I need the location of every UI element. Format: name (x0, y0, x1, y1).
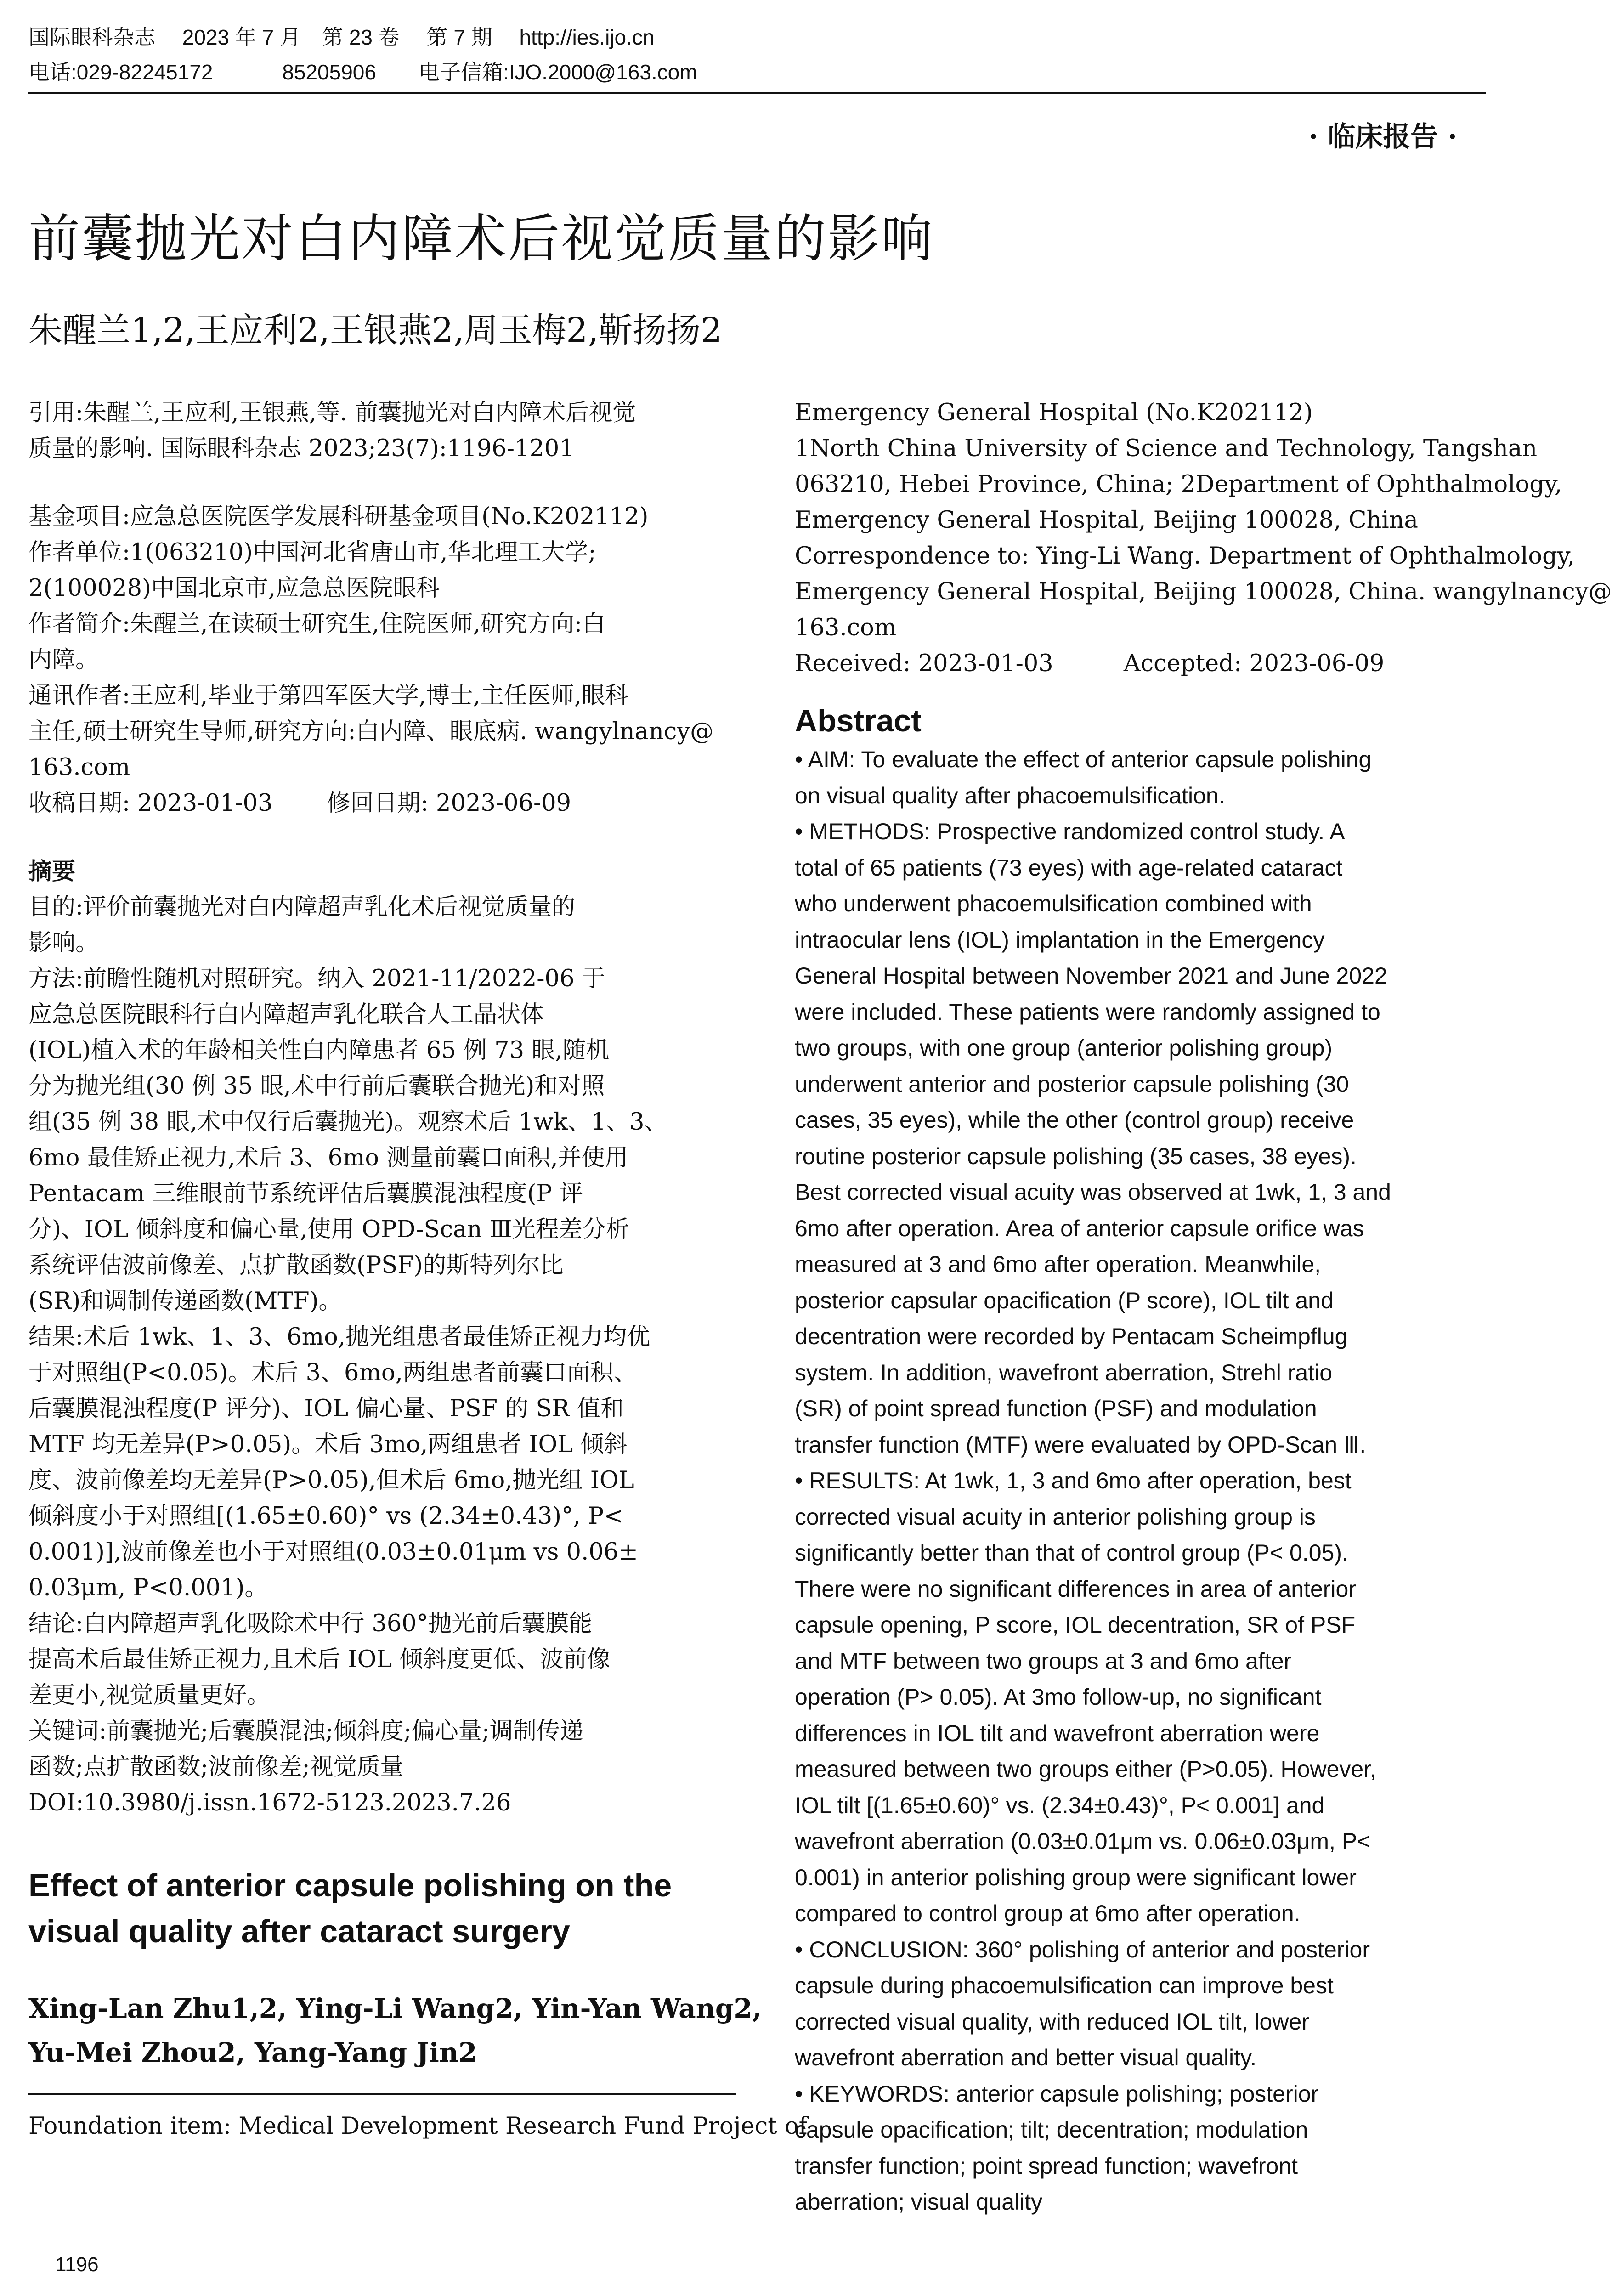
abstract-cn-line: 分为抛光组(30 例 35 眼,术中行前后囊联合抛光)和对照 (28, 1073, 605, 1100)
abstract-en-line: Best corrected visual acuity was observed at 1wk, 1, 3 and (795, 1179, 1391, 1205)
meta-line: 通讯作者:王应利,毕业于第四军医大学,博士,主任医师,眼科 (28, 682, 629, 709)
english-title-line: Effect of anterior capsule polishing on the (28, 1867, 672, 1903)
article-title: 前囊抛光对白内障术后视觉质量的影响 (28, 209, 934, 269)
affiliation-line: Emergency General Hospital (No.K202112) (795, 399, 1313, 426)
abstract-cn-line: 关键词:前囊抛光;后囊膜混浊;倾斜度;偏心量;调制传递 (28, 1718, 583, 1745)
abstract-cn-line: 倾斜度小于对照组[(1.65±0.60)° vs (2.34±0.43)°, P< (28, 1503, 624, 1530)
meta-line: 主任,硕士研究生导师,研究方向:白内障、眼底病. wangylnancy@ (28, 718, 714, 745)
abstract-en-line: significantly better than that of control group (P< 0.05). (795, 1540, 1348, 1566)
abstract-en-line: on visual quality after phacoemulsification. (795, 782, 1225, 809)
abstract-en-line: • METHODS: Prospective randomized control study. A (795, 819, 1345, 844)
page-number: 1196 (55, 2253, 99, 2276)
abstract-cn-line: 方法:前瞻性随机对照研究。纳入 2021-11/2022-06 于 (28, 965, 605, 992)
abstract-cn-line: 度、波前像差均无差异(P>0.05),但术后 6mo,抛光组 IOL (28, 1467, 634, 1494)
abstract-en-line: corrected visual acuity in anterior polishing group is (795, 1504, 1316, 1530)
abstract-en-line: corrected visual quality, with reduced IOL tilt, lower (795, 2008, 1309, 2035)
abstract-cn-line: 组(35 例 38 眼,术中仅行后囊抛光)。观察术后 1wk、1、3、 (28, 1108, 668, 1136)
meta-line: 内障。 (28, 646, 99, 673)
left-column (28, 395, 808, 2144)
abstract-en-line: capsule opening, P score, IOL decentration, SR of PSF (795, 1612, 1356, 1638)
abstract-cn-line: 系统评估波前像差、点扩散函数(PSF)的斯特列尔比 (28, 1252, 564, 1279)
abstract-en-line: cases, 35 eyes), while the other (control group) receive (795, 1107, 1354, 1133)
abstract-en-line: intraocular lens (IOL) implantation in the Emergency (795, 927, 1325, 953)
abstract-cn-line: 0.03μm, P<0.001)。 (28, 1574, 268, 1601)
english-authors-line: Xing-Lan Zhu1,2, Ying-Li Wang2, Yin-Yan Wang2, (28, 1993, 762, 2024)
abstract-heading: Abstract (795, 703, 922, 738)
abstract-en-line: • AIM: To evaluate the effect of anterior capsule polishing (795, 746, 1372, 772)
abstract-en-line: transfer function; point spread function; wavefront (795, 2153, 1298, 2179)
abstract-en-line: • KEYWORDS: anterior capsule polishing; posterior (795, 2081, 1319, 2107)
affiliation-line: 063210, Hebei Province, China; 2Department of Ophthalmology, (795, 471, 1562, 498)
abstract-cn-line: 0.001)],波前像差也小于对照组(0.03±0.01μm vs 0.06± (28, 1538, 638, 1566)
affiliation-line: 1North China University of Science and Technology, Tangshan (795, 435, 1538, 462)
abstract-en-line: measured at 3 and 6mo after operation. Meanwhile, (795, 1251, 1321, 1277)
abstract-cn (28, 854, 736, 1821)
foundation-item: Foundation item: Medical Development Research Fund Project of (28, 2113, 808, 2140)
correspondence-line: Correspondence to: Ying-Li Wang. Department of Ophthalmology, (795, 543, 1575, 570)
abstract-en (795, 741, 1486, 2220)
abstract-en-line: were included. These patients were randomly assigned to (795, 999, 1380, 1025)
abstract-en-line: decentration were recorded by Pentacam Scheimpflug (795, 1323, 1348, 1349)
english-authors-line: Yu-Mei Zhou2, Yang-Yang Jin2 (28, 2037, 477, 2068)
english-authors (28, 1986, 762, 2075)
meta-line: 2(100028)中国北京市,应急总医院眼科 (28, 575, 440, 602)
abstract-en-line: General Hospital between November 2021 and June 2022 (795, 963, 1387, 989)
abstract-cn-line: 目的:评价前囊抛光对白内障超声乳化术后视觉质量的 (28, 894, 576, 921)
journal-header-line2: 电话:029-82245172 85205906 电子信箱:IJO.2000@163.com (28, 60, 697, 84)
meta-line: 收稿日期: 2023-01-03 修回日期: 2023-06-09 (28, 790, 571, 817)
received-line: Received: 2023-01-03 Accepted: 2023-06-09 (795, 650, 1385, 677)
abstract-en-line: and MTF between two groups at 3 and 6mo after (795, 1648, 1292, 1674)
citation-line: 质量的影响. 国际眼科杂志 2023;23(7):1196-1201 (28, 435, 574, 462)
doi: DOI:10.3980/j.issn.1672-5123.2023.7.26 (28, 1789, 511, 1816)
affiliation-line: 163.com (795, 614, 897, 641)
abstract-en-line: two groups, with one group (anterior polishing group) (795, 1035, 1333, 1061)
abstract-cn-line: 6mo 最佳矫正视力,术后 3、6mo 测量前囊口面积,并使用 (28, 1144, 628, 1171)
abstract-cn-line: Pentacam 三维眼前节系统评估后囊膜混浊程度(P 评 (28, 1180, 583, 1207)
affiliation-line: Emergency General Hospital, Beijing 100028, China (795, 507, 1418, 534)
abstract-en-line: There were no significant differences in area of anterior (795, 1576, 1356, 1602)
abstract-en-line: 0.001) in anterior polishing group were significant lower (795, 1864, 1357, 1890)
meta-line: 基金项目:应急总医院医学发展科研基金项目(No.K202112) (28, 503, 649, 530)
abstract-en-line: • RESULTS: At 1wk, 1, 3 and 6mo after operation, best (795, 1468, 1352, 1493)
abstract-en-line: operation (P> 0.05). At 3mo follow-up, no significant (795, 1684, 1322, 1710)
citation-line: 引用:朱醒兰,王应利,王银燕,等. 前囊抛光对白内障术后视觉 (28, 399, 636, 426)
abstract-en-line: 6mo after operation. Area of anterior capsule orifice was (795, 1215, 1364, 1241)
abstract-cn-line: 结论:白内障超声乳化吸除术中行 360°抛光前后囊膜能 (28, 1610, 593, 1637)
meta-block (28, 499, 736, 821)
section-tag: · 临床报告 · (1308, 121, 1457, 153)
abstract-en-line: IOL tilt [(1.65±0.60)° vs. (2.34±0.43)°, P< 0.001] and (795, 1792, 1325, 1818)
abstract-cn-line: 影响。 (28, 929, 99, 956)
abstract-cn-line: 应急总医院眼科行白内障超声乳化联合人工晶状体 (28, 1001, 544, 1028)
abstract-en-line: • CONCLUSION: 360° polishing of anterior and posterior (795, 1936, 1370, 1962)
meta-line: 作者简介:朱醒兰,在读硕士研究生,住院医师,研究方向:白 (28, 611, 606, 638)
abstract-cn-line: 结果:术后 1wk、1、3、6mo,抛光组患者最佳矫正视力均优 (28, 1323, 650, 1351)
journal-header-line1: 国际眼科杂志 2023 年 7 月 第 23 卷 第 7 期 http://ies.ijo.cn (28, 25, 655, 49)
abstract-en-line: underwent anterior and posterior capsule polishing (30 (795, 1071, 1349, 1097)
abstract-cn-line: 提高术后最佳矫正视力,且术后 IOL 倾斜度更低、波前像 (28, 1646, 611, 1673)
abstract-cn-line: 分)、IOL 倾斜度和偏心量,使用 OPD-Scan Ⅲ光程差分析 (28, 1216, 629, 1243)
abstract-en-line: capsule during phacoemulsification can improve best (795, 1973, 1334, 1998)
english-title-line: visual quality after cataract surgery (28, 1913, 570, 1949)
abstract-cn-line: 后囊膜混浊程度(P 评分)、IOL 偏心量、PSF 的 SR 值和 (28, 1395, 624, 1422)
author-rule (28, 2093, 736, 2095)
abstract-en-line: routine posterior capsule polishing (35 cases, 38 eyes). (795, 1143, 1357, 1169)
abstract-en-line: capsule opacification; tilt; decentration; modulation (795, 2117, 1308, 2143)
abstract-en-line: wavefront aberration and better visual quality. (795, 2045, 1257, 2070)
english-title (28, 1862, 736, 1954)
abstract-cn-line: (SR)和调制传递函数(MTF)。 (28, 1288, 342, 1315)
affiliation-block (795, 395, 1612, 682)
header-rule (28, 92, 1486, 94)
abstract-cn-line: MTF 均无差异(P>0.05)。术后 3mo,两组患者 IOL 倾斜 (28, 1431, 628, 1458)
authors-cn: 朱醒兰1,2,王应利2,王银燕2,周玉梅2,靳扬扬2 (28, 311, 723, 350)
abstract-cn-line: (IOL)植入术的年龄相关性白内障患者 65 例 73 眼,随机 (28, 1037, 610, 1064)
abstract-en-line: measured between two groups either (P>0.05). However, (795, 1756, 1376, 1782)
abstract-en-line: aberration; visual quality (795, 2189, 1043, 2215)
abstract-en-line: (SR) of point spread function (PSF) and modulation (795, 1396, 1317, 1421)
abstract-cn-heading: 摘要 (28, 858, 76, 885)
abstract-cn-line: 函数;点扩散函数;波前像差;视觉质量 (28, 1753, 404, 1781)
abstract-cn-line: 于对照组(P<0.05)。术后 3、6mo,两组患者前囊口面积、 (28, 1359, 637, 1386)
abstract-en-line: compared to control group at 6mo after operation. (795, 1900, 1301, 1926)
abstract-cn-line: 差更小,视觉质量更好。 (28, 1682, 271, 1709)
right-column (795, 395, 1612, 2220)
abstract-en-line: differences in IOL tilt and wavefront aberration were (795, 1720, 1320, 1746)
abstract-en-line: system. In addition, wavefront aberration, Strehl ratio (795, 1359, 1333, 1386)
abstract-en-line: total of 65 patients (73 eyes) with age-related cataract (795, 854, 1343, 881)
abstract-en-line: transfer function (MTF) were evaluated by OPD-Scan Ⅲ. (795, 1431, 1366, 1458)
abstract-en-line: who underwent phacoemulsification combined with (795, 891, 1312, 916)
citation-block (28, 395, 736, 467)
meta-line: 163.com (28, 754, 130, 781)
abstract-en-line: posterior capsular opacification (P score), IOL tilt and (795, 1287, 1334, 1313)
meta-line: 作者单位:1(063210)中国河北省唐山市,华北理工大学; (28, 539, 596, 566)
affiliation-line: Emergency General Hospital, Beijing 100028, China. wangylnancy@ (795, 578, 1612, 605)
abstract-en-line: wavefront aberration (0.03±0.01μm vs. 0.06±0.03μm, P< (795, 1828, 1371, 1854)
